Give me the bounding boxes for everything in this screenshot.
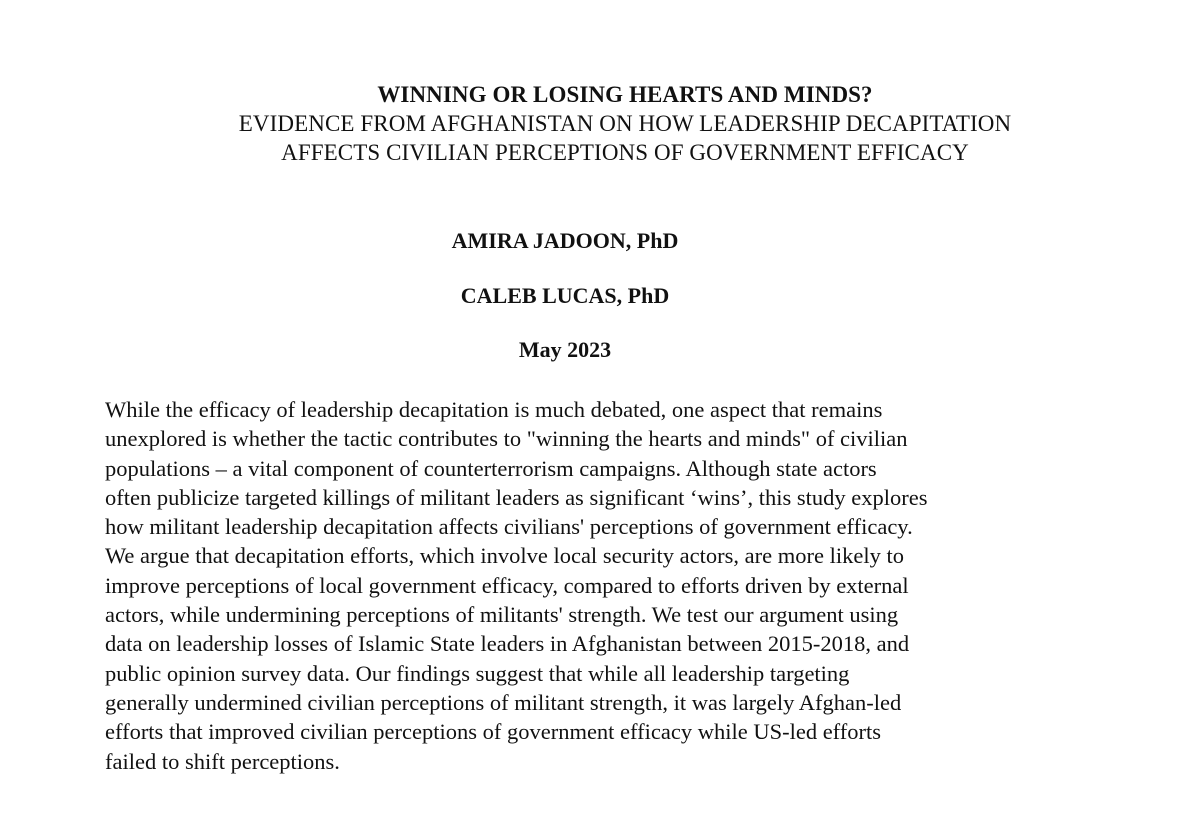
abstract-line: unexplored is whether the tactic contributes to "winning the hearts and minds" of civilian <box>105 426 908 452</box>
abstract-line: public opinion survey data. Our findings suggest that while all leadership targeting <box>105 660 850 686</box>
publication-date: May 2023 <box>518 337 612 362</box>
author-name-1: AMIRA JADOON, PhD <box>451 228 679 253</box>
abstract-line: While the efficacy of leadership decapitation is much debated, one aspect that remains <box>105 397 883 422</box>
abstract-line: actors, while undermining perceptions of militants' strength. We test our argument using <box>105 602 899 628</box>
abstract-line: how militant leadership decapitation affects civilians' perceptions of government efficacy. <box>105 514 913 540</box>
abstract-line: improve perceptions of local government efficacy, compared to efforts driven by external <box>105 572 909 598</box>
abstract-line: efforts that improved civilian perceptions of government efficacy while US-led efforts <box>105 719 882 745</box>
title-block <box>0 80 1200 167</box>
abstract-line: generally undermined civilian perceptions of militant strength, it was largely Afghan-led <box>105 689 902 715</box>
abstract-line: We argue that decapitation efforts, which involve local security actors, are more likely to <box>105 543 904 569</box>
abstract-line: data on leadership losses of Islamic State leaders in Afghanistan between 2015-2018, and <box>105 631 910 657</box>
abstract-line: populations – a vital component of counterterrorism campaigns. Although state actors <box>105 455 877 481</box>
abstract-line: often publicize targeted killings of militant leaders as significant ‘wins’, this study explores <box>105 484 928 510</box>
abstract-line: failed to shift perceptions. <box>105 748 340 774</box>
paper-title: WINNING OR LOSING HEARTS AND MINDS? <box>377 82 873 107</box>
paper-subtitle-line-2: AFFECTS CIVILIAN PERCEPTIONS OF GOVERNMENT EFFICACY <box>281 140 969 165</box>
author-name-2: CALEB LUCAS, PhD <box>460 283 670 308</box>
abstract <box>105 395 1035 776</box>
paper-subtitle-line-1: EVIDENCE FROM AFGHANISTAN ON HOW LEADERSHIP DECAPITATION <box>238 111 1012 136</box>
